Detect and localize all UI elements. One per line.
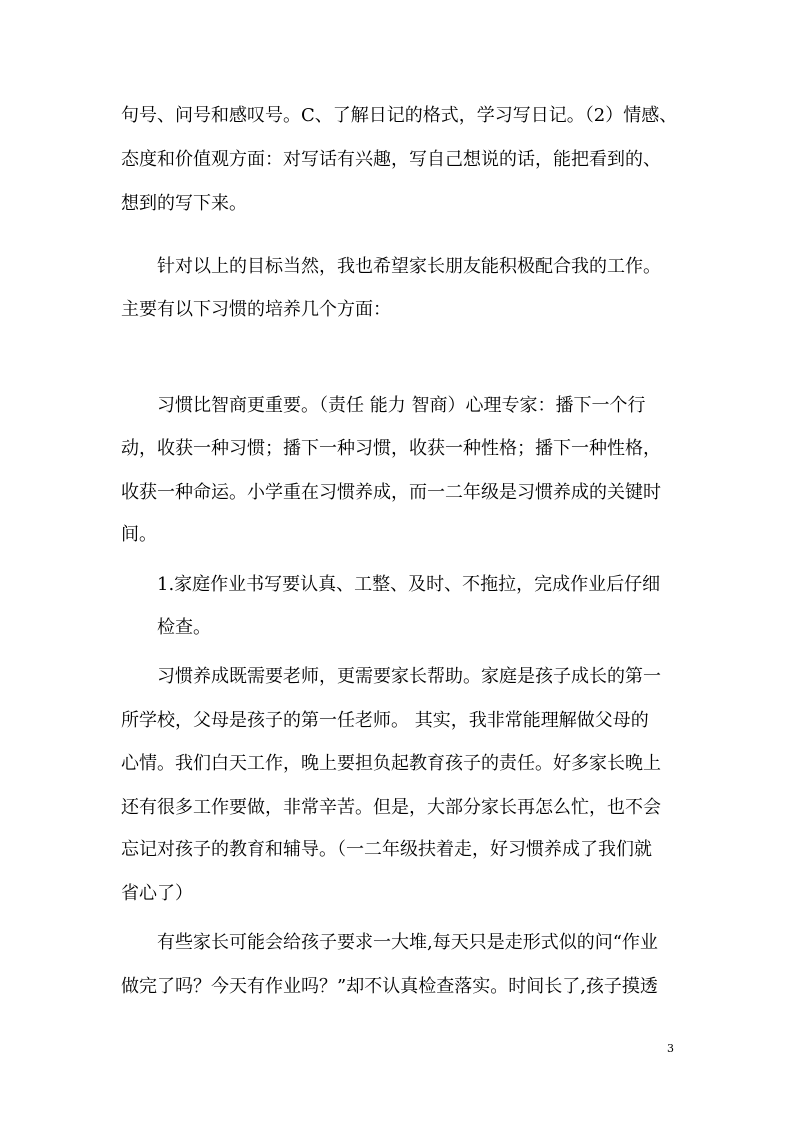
text-line-content: 习惯养成既需要老师，更需要家长帮助。家庭是孩子成长的第一 xyxy=(157,666,661,687)
text-line-content: 针对以上的目标当然，我也希望家长朋友能积极配合我的工作。 xyxy=(157,256,661,277)
text-line-content: 主要有以下习惯的培养几个方面： xyxy=(121,299,391,320)
text-line-content: 做完了吗？今天有作业吗？”却不认真检查落实。时间长了,孩子摸透 xyxy=(121,976,658,997)
text-line-content: 想到的写下来。 xyxy=(121,193,247,214)
text-line-content: 省心了） xyxy=(121,883,193,904)
text-line-content: 还有很多工作要做，非常辛苦。但是，大部分家长再怎么忙，也不会 xyxy=(121,797,661,818)
text-line-content: 态度和价值观方面：对写话有兴趣，写自己想说的话，能把看到的、 xyxy=(121,149,661,170)
text-line-content: 句号、问号和感叹号。C、了解日记的格式，学习写日记。（2）情感、 xyxy=(121,105,678,126)
text-line-content: 收获一种命运。小学重在习惯养成，而一二年级是习惯养成的关键时 xyxy=(121,482,661,503)
text-line-content: 心情。我们白天工作，晚上要担负起教育孩子的责任。好多家长晚上 xyxy=(121,753,661,774)
text-line-content: 习惯比智商更重要。（责任 能力 智商）心理专家：播下一个行 xyxy=(157,395,646,416)
text-line-content: 所学校，父母是孩子的第一任老师。 其实，我非常能理解做父母的 xyxy=(121,710,649,731)
text-line-content: 动，收获一种习惯；播下一种习惯，收获一种性格；播下一种性格， xyxy=(121,438,661,459)
text-line-content: 忘记对孩子的教育和辅导。（一二年级扶着走，好习惯养成了我们就 xyxy=(121,839,652,860)
page-number: 3 xyxy=(667,1042,674,1055)
text-line-content: 1.家庭作业书写要认真、工整、及时、不拖拉，完成作业后仔细 xyxy=(157,574,661,595)
text-line-content: 检查。 xyxy=(157,617,211,638)
text-line-content: 间。 xyxy=(121,524,157,545)
text-line-content: 有些家长可能会给孩子要求一大堆,每天只是走形式似的问“作业 xyxy=(157,932,658,953)
